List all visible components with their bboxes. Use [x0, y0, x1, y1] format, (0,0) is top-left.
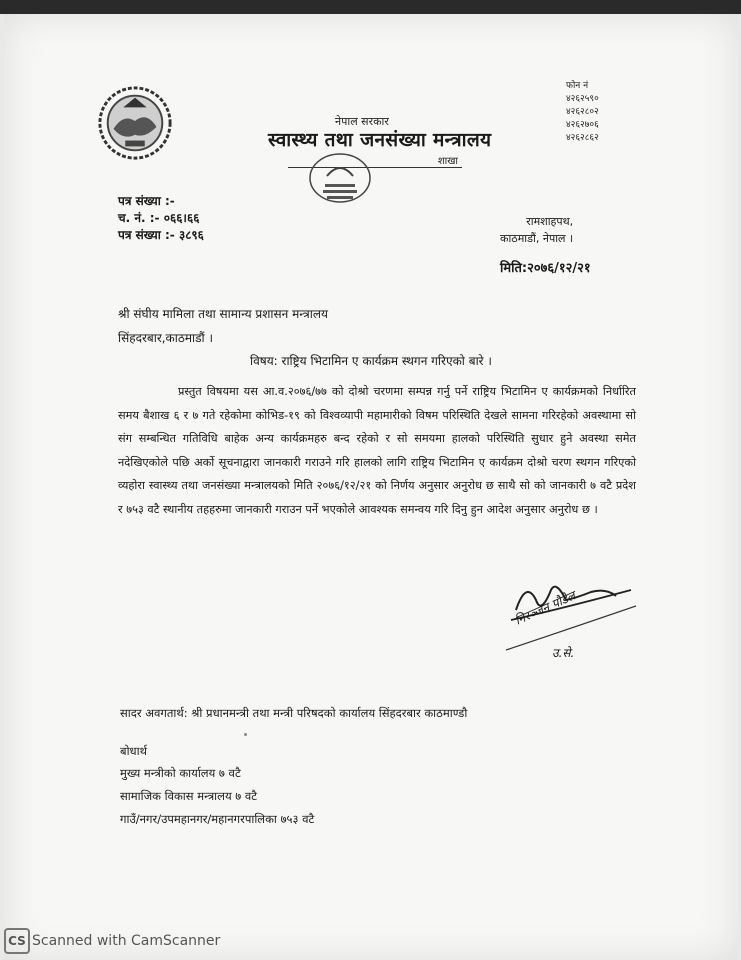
- phone-number: ४२६२५९०: [566, 94, 599, 104]
- recipient-line-1: श्री संघीय मामिला तथा सामान्य प्रशासन मन्त्रालय: [118, 307, 328, 321]
- cc-main: सादर अवगतार्थ: श्री प्रधानमन्त्री तथा मन्त्री परिषदको कार्यालय सिंहदरबार काठमाण्डौ: [120, 706, 468, 720]
- cc-item: गाउँ/नगर/उपमहानगर/महानगरपालिका ७५३ वटै: [120, 812, 315, 826]
- phone-number: ४२६२७०६: [566, 120, 599, 130]
- phone-number: ४२६२८६२: [566, 133, 599, 143]
- cc-heading: बोधार्थ: [120, 744, 147, 758]
- subject-line: विषय: राष्ट्रिय भिटामिन ए कार्यक्रम स्थगन गरिएको बारे ।: [250, 354, 492, 368]
- camscanner-logo-icon: CS: [4, 928, 30, 954]
- reference-number: च. नं. :- ०६६।६६: [118, 211, 200, 225]
- nepal-emblem-icon: [96, 84, 174, 162]
- scan-top-edge: [0, 0, 741, 14]
- reference-block: [118, 193, 204, 244]
- branch-line: शाखा: [288, 153, 462, 168]
- phone-label: फोन नं: [566, 81, 589, 91]
- prev-reference: पत्र संख्या :-: [118, 194, 175, 208]
- watermark-text: Scanned with CamScanner: [32, 933, 221, 949]
- recipient-line-2: सिंहदरबार,काठमाडौं ।: [118, 331, 214, 345]
- address-line-1: रामशाहपथ,: [526, 215, 574, 228]
- phone-numbers: [566, 80, 599, 145]
- signatory-name: निरञ्जन पौडेल: [512, 588, 578, 628]
- recipient-block: [118, 302, 328, 350]
- cc-list: [120, 762, 314, 831]
- camscanner-watermark: [4, 928, 220, 954]
- cc-item: सामाजिक विकास मन्त्रालय ७ वटै: [120, 789, 258, 803]
- address-line-2: काठमाडौं, नेपाल ।: [500, 232, 574, 245]
- letter-body: [118, 380, 636, 521]
- ministry-title: स्वास्थ्य तथा जनसंख्या मन्त्रालय: [268, 129, 492, 151]
- cc-item: मुख्य मन्त्रीको कार्यालय ७ वटै: [120, 766, 241, 780]
- phone-number: ४२६२८०२: [566, 107, 599, 117]
- signatory-title: उ.से.: [552, 646, 575, 660]
- government-label: नेपाल सरकार: [335, 115, 389, 128]
- letter-date: मिति:२०७६/१२/२१: [500, 261, 591, 276]
- office-stamp: [305, 150, 375, 210]
- address-block: [500, 213, 573, 247]
- ink-mark: [244, 733, 247, 736]
- dispatch-number: पत्र संख्या :- ३८९६: [118, 228, 204, 242]
- body-paragraph: प्रस्तुत विषयमा यस आ.व.२०७६/७७ को दोश्रो चरणमा सम्पन्न गर्नु पर्ने राष्ट्रिय भिटामिन ए कार्यक्रमको निर्धारित समय बैशाख ६ र ७ गते रहेकोमा कोभिड-१९ को विश्वव्यापी महामारीको विषम परिस्थिति देखले सामना गरिरहेको अवस्थामा सो संग सम्बन्धित गतिविधि बाहेक अन्य कार्यक्रमहरु बन्द रहेको र सो समयमा हालको परिस्थिति सुधार हुने अवस्था समेत नदेखिएकोले पछि अर्को सूचनाद्वारा जानकारी गराउने गरि हालको लागि राष्ट्रिय भिटामिन ए कार्यक्रम दोश्रो चरण स्थगन गरिएको व्यहोरा स्वास्थ्य तथा जनसंख्या मन्त्रालयको मिति २०७६/१२/२१ को निर्णय अनुसार अनुरोध छ साथै सो को जानकारी ७ वटै प्रदेश र ७५३ वटै स्थानीय तहहरुमा जानकारी गराउन पर्ने भएकोले आवश्यक समन्वय गरि दिनु हुन आदेश अनुसार अनुरोध छ ।: [118, 385, 636, 516]
